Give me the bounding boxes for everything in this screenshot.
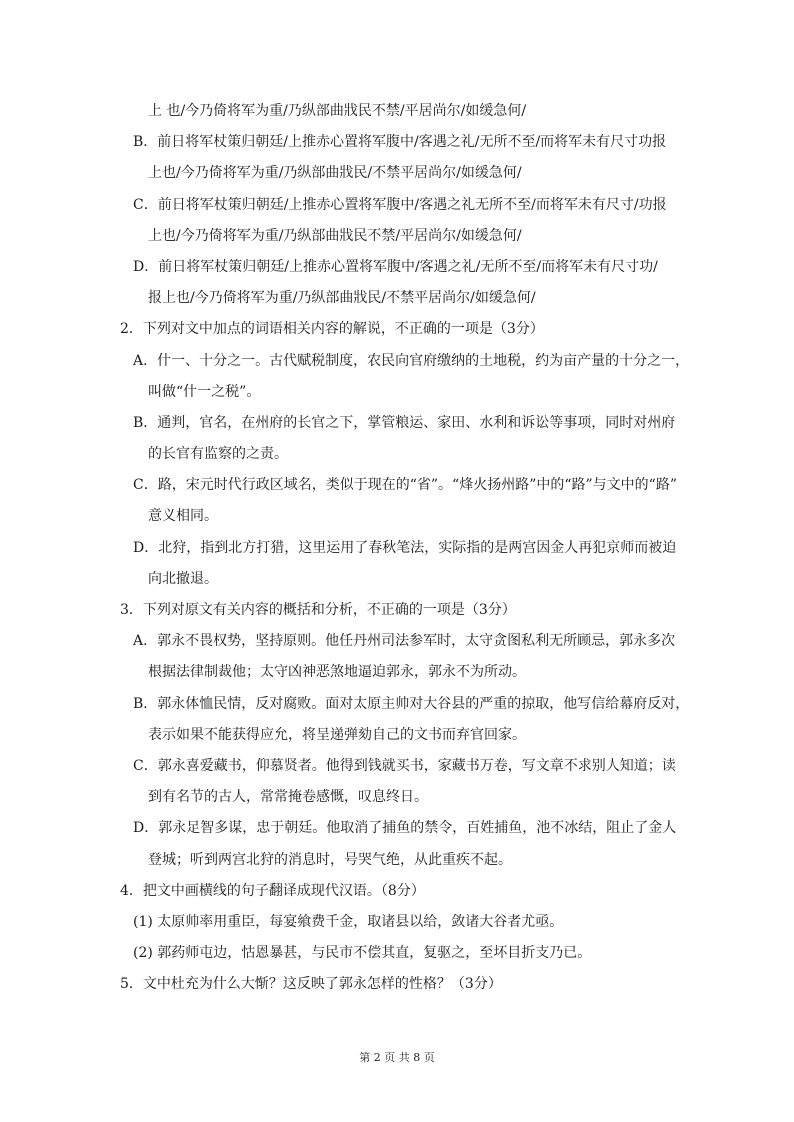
- option-label: C．: [133, 477, 158, 494]
- option-label: C．: [133, 196, 158, 213]
- option-label: B．: [133, 414, 158, 431]
- question-number: 5．: [120, 976, 143, 993]
- page-footer: 第 2 页 共 8 页: [359, 1051, 435, 1064]
- q3-option-d-cont: 登城；听到两宫北狩的消息时，号哭气绝，从此重疾不起。: [148, 851, 512, 868]
- q2-option-b: [0, 408, 794, 439]
- q3-stem: [0, 595, 794, 626]
- option-text: 路，宋元时代行政区域名，类似于现在的“省”。“烽火扬州路”中的“路”与文中的“路”: [157, 477, 677, 494]
- q3-option-a-cont: 根据法律制裁他；太守凶神恶煞地逼迫郭永，郭永不为所动。: [148, 664, 526, 681]
- item-text: 郭药师屯边，怙恩暴甚，与民市不偿其直，复驱之，至坏目折支乃已。: [157, 945, 592, 962]
- q4-item-1: [0, 907, 794, 938]
- option-text: 郭永不畏权势，坚持原则。他任丹州司法参军时，太守贪图私利无所顾忌，郭永多次: [157, 633, 676, 650]
- item-text: 太原帅率用重臣，每宴飨费千金，取诸县以给，敛诸大谷者尤亟。: [157, 913, 564, 930]
- question-text: 下列对文中加点的词语相关内容的解说，不正确的一项是（3分）: [142, 321, 544, 338]
- option-text: 前日将军杖策归朝廷/上推赤心置将军腹中/客遇之礼无所不至/而将军未有尺寸/功报: [157, 196, 667, 213]
- q5-stem: [0, 969, 794, 1000]
- question-number: 4．: [120, 882, 143, 899]
- q3-option-a: [0, 626, 794, 657]
- question-text: 下列对原文有关内容的概括和分析，不正确的一项是（3分）: [142, 602, 516, 618]
- option-label: D．: [133, 539, 159, 556]
- option-label: D．: [133, 820, 159, 837]
- option-text: 郭永体恤民情，反对腐败。面对太原主帅对大谷县的严重的掠取，他写信给幕府反对，: [157, 695, 690, 712]
- q2-option-c-cont: 意义相同。: [148, 508, 218, 525]
- item-label: (1): [133, 913, 153, 930]
- question-text: 文中杜充为什么大惭？这反映了郭永怎样的性格？（3分）: [142, 976, 502, 993]
- option-text: 前日将军杖策归朝廷/上推赤心置将军腹中/客遇之礼/无所不至/而将军未有尺寸功/: [158, 258, 658, 275]
- q2-stem: [0, 314, 794, 345]
- option-label: B．: [133, 134, 158, 151]
- question-number: 3．: [120, 602, 143, 618]
- q3-option-b-cont: 表示如果不能获得应允，将呈递弹劾自己的文书而弃官回家。: [148, 726, 526, 743]
- question-number: 2．: [120, 321, 143, 338]
- option-label: D．: [133, 258, 159, 275]
- option-text: 北狩，指到北方打猎，这里运用了春秋笔法，实际指的是两宫因金人再犯京师而被迫: [158, 539, 677, 556]
- q2-option-b-cont: 的长官有监察的之责。: [148, 446, 288, 463]
- q1-option-b-cont: 上也/今乃倚将军为重/乃纵部曲戕民/不禁平居尚尔/如缓急何/: [148, 165, 522, 182]
- q1-option-a-tail: 上 也/今乃倚将军为重/乃纵部曲戕民不禁/平居尚尔/如缓急何/: [148, 103, 527, 119]
- q3-option-c-cont: 到有名节的古人，常常掩卷感慨，叹息终日。: [148, 789, 428, 806]
- q3-option-b: [0, 689, 794, 720]
- q1-option-d: [0, 252, 794, 283]
- q1-option-c-cont: 上也/今乃倚将军为重/乃纵部曲戕民不禁/平居尚尔/如缓急何/: [148, 227, 522, 244]
- exam-page-content: [0, 96, 794, 1000]
- option-text: 前日将军杖策归朝廷/上推赤心置将军腹中/客遇之礼/无所不至/而将军未有尺寸功报: [157, 134, 667, 151]
- option-text: 通判，官名，在州府的长官之下，掌管粮运、家田、水利和诉讼等事项，同时对州府: [157, 414, 676, 431]
- option-label: B．: [133, 695, 158, 712]
- option-label: C．: [133, 757, 158, 774]
- question-text: 把文中画横线的句子翻译成现代汉语。（8分）: [142, 882, 425, 899]
- q2-option-a-cont: 叫做“什一之税”。: [148, 383, 261, 400]
- q2-option-a: [0, 346, 794, 377]
- q2-option-d: [0, 533, 794, 564]
- q4-stem: [0, 876, 794, 907]
- q3-option-d: [0, 813, 794, 844]
- item-label: (2): [133, 945, 153, 962]
- option-text: 郭永足智多谋，忠于朝廷。他取消了捕鱼的禁令，百姓捕鱼，池不冰结，阻止了金人: [158, 820, 677, 837]
- q2-option-d-cont: 向北撤退。: [148, 570, 218, 587]
- q1-option-d-cont: 报上也/今乃倚将军为重/乃纵部曲戕民/不禁平居尚尔/如缓急何/: [148, 290, 536, 307]
- option-text: 郭永喜爱藏书，仰慕贤者。他得到钱就买书，家藏书万卷，写文章不求别人知道；读: [157, 757, 676, 774]
- q2-option-c: [0, 470, 794, 501]
- q4-item-2: [0, 938, 794, 969]
- option-label: A．: [133, 633, 158, 650]
- q1-option-c: [0, 190, 794, 221]
- option-text: 什一、十分之一。古代赋税制度，农民向官府缴纳的土地税，约为亩产量的十分之一，: [157, 352, 690, 369]
- option-label: A．: [133, 352, 158, 369]
- q3-option-c: [0, 751, 794, 782]
- q1-option-b: [0, 127, 794, 158]
